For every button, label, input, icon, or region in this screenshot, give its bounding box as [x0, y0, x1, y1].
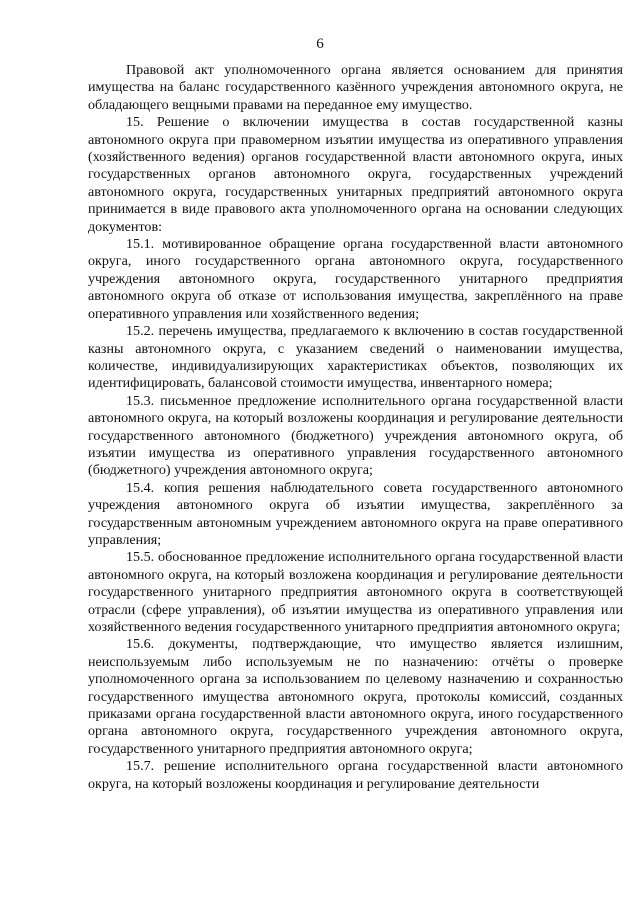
- paragraph-15-3: 15.3. письменное предложение исполнительного органа государственной власти автономного округа, на который возложены координация и регулирование деятельности государственного автономного (бюджетного) учреждения автономного округа, об изъятии имущества из оперативного управления государственного автономного (бюджетного) учреждения автономного округа;: [88, 392, 623, 479]
- document-body: [88, 62, 623, 793]
- paragraph-legal-act-basis: Правовой акт уполномоченного органа является основанием для принятия имущества на баланс государственного казённого учреждения автономного округа, не обладающего вещными правами на переданное ему имущество.: [88, 62, 623, 113]
- paragraph-15-6: 15.6. документы, подтверждающие, что имущество является излишним, неиспользуемым либо используемым не по назначению: отчёты о проверке уполномоченного органа за использованием по целевому назначению и сохранностью государственного имущества автономного округа, протоколы комиссий, созданных приказами органа государственной власти автономного округа, иного государственного органа автономного округа, государственного учреждения автономного округа, государственного унитарного предприятия автономного округа;: [88, 636, 623, 757]
- page-number: 6: [316, 36, 324, 52]
- paragraph-15-5: 15.5. обоснованное предложение исполнительного органа государственной власти автономного округа, на который возложена координация и регулирование деятельности государственного унитарного предприятия автономного округа в соответствующей отрасли (сфере управления), об изъятии имущества из оперативного управления или хозяйственного ведения государственного унитарного предприятия автономного округа;: [88, 549, 623, 635]
- paragraph-15-2: 15.2. перечень имущества, предлагаемого к включению в состав государственной казны автономного округа, с указанием сведений о наименовании имущества, количестве, индивидуализирующих характеристиках объектов, позволяющих их идентифицировать, балансовой стоимости имущества, инвентарного номера;: [88, 323, 623, 392]
- paragraph-15-4: 15.4. копия решения наблюдательного совета государственного автономного учреждения автономного округа об изъятии имущества, закреплённого за государственным автономным учреждением автономного округа на праве оперативного управления;: [88, 479, 623, 548]
- paragraph-15: 15. Решение о включении имущества в состав государственной казны автономного округа при правомерном изъятии имущества из оперативного управления (хозяйственного ведения) органов государственной власти автономного округа, иных государственных органов автономного округа, государственных учреждений автономного округа, государственных унитарных предприятий автономного округа принимается в виде правового акта уполномоченного органа на основании следующих документов:: [88, 114, 623, 235]
- paragraph-15-7: 15.7. решение исполнительного органа государственной власти автономного округа, на который возложены координация и регулирование деятельности: [88, 758, 623, 792]
- paragraph-15-1: 15.1. мотивированное обращение органа государственной власти автономного округа, иного государственного органа автономного округа, государственного учреждения автономного округа, государственного унитарного предприятия автономного округа об отказе от использования имущества, закреплённого на праве оперативного управления или хозяйственного ведения;: [88, 236, 623, 322]
